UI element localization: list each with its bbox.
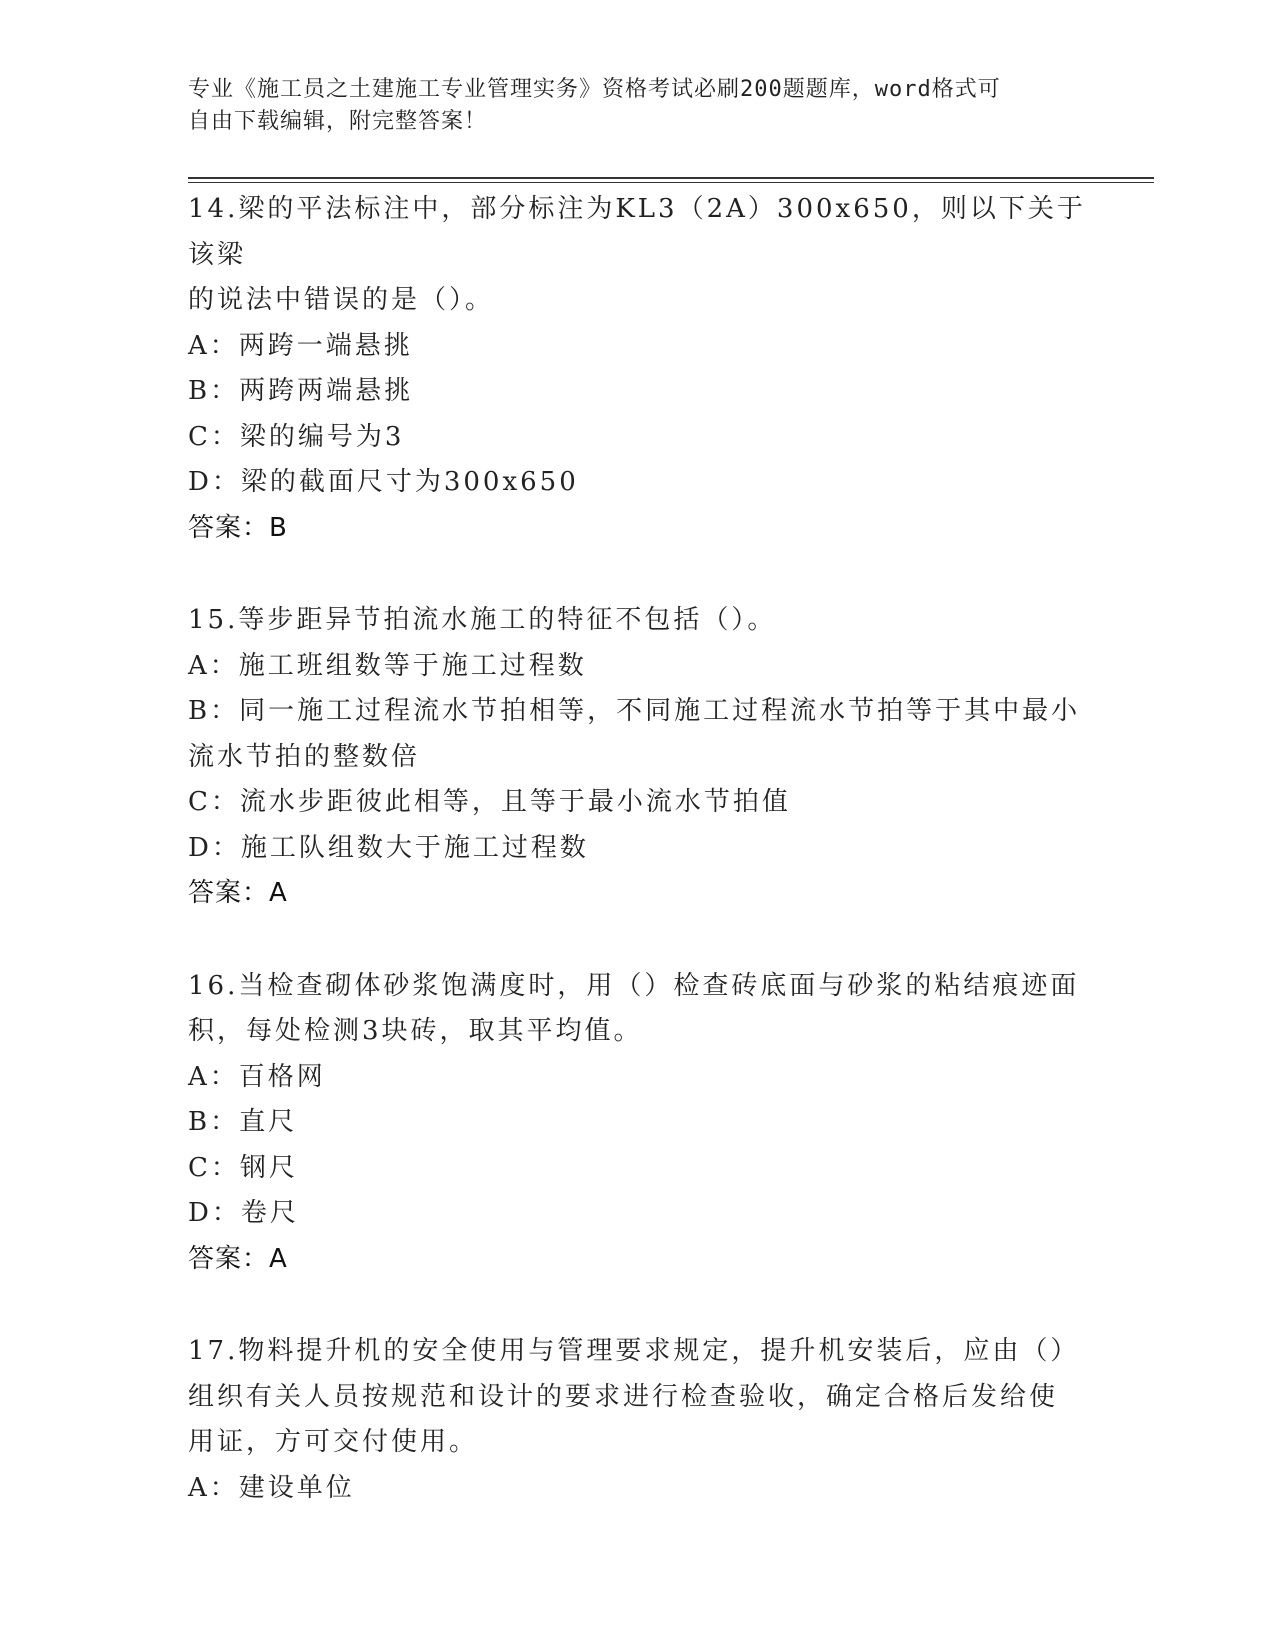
- option-a: A：百格网: [188, 1061, 326, 1092]
- option-b: B：两跨两端悬挑: [188, 376, 414, 406]
- option-d: D：施工队组数大于施工过程数: [188, 832, 589, 863]
- question-17: [188, 1329, 1088, 1511]
- question-list: [188, 187, 1088, 1558]
- question-stem-line: 17.物料提升机的安全使用与管理要求规定，提升机安装后，应由（）: [188, 1336, 1080, 1366]
- document-header: [188, 74, 1088, 138]
- option-b-continued: 流水节拍的整数倍: [188, 741, 421, 772]
- question-stem-line: 组织有关人员按规范和设计的要求进行检查验收，确定合格后发给使: [188, 1381, 1059, 1412]
- answer-label: 答案：A: [188, 878, 288, 908]
- question-stem-line: 16.当检查砌体砂浆饱满度时，用（）检查砖底面与砂浆的粘结痕迹面: [188, 970, 1080, 1001]
- answer-label: 答案：B: [188, 512, 288, 543]
- header-divider-thick: [188, 177, 1154, 179]
- option-b: B：同一施工过程流水节拍相等，不同施工过程流水节拍等于其中最小: [188, 696, 1081, 726]
- question-14: [188, 187, 1088, 551]
- option-c: C：钢尺: [188, 1152, 298, 1183]
- option-d: D：梁的截面尺寸为300x650: [188, 467, 579, 497]
- question-stem-line: 用证，方可交付使用。: [188, 1427, 479, 1457]
- header-line-1: 专业《施工员之土建施工专业管理实务》资格考试必刷200题题库，word格式可: [188, 77, 1001, 102]
- question-15: [188, 598, 1088, 917]
- option-c: C：梁的编号为3: [188, 421, 405, 452]
- header-line-2: 自由下载编辑，附完整答案！: [188, 109, 488, 134]
- option-a: A：两跨一端悬挑: [188, 330, 413, 361]
- question-stem-line: 15.等步距异节拍流水施工的特征不包括（）。: [188, 605, 777, 635]
- question-stem-line: 的说法中错误的是（）。: [188, 285, 495, 315]
- answer-label: 答案：A: [188, 1243, 288, 1274]
- option-a: A：施工班组数等于施工过程数: [188, 650, 587, 681]
- question-stem-line: 14.梁的平法标注中，部分标注为KL3（2A）300x650，则以下关于该梁: [188, 194, 1086, 270]
- option-b: B：直尺: [188, 1107, 298, 1137]
- option-a: A：建设单位: [188, 1472, 355, 1503]
- question-stem-line: 积，每处检测3块砖，取其平均值。: [188, 1016, 643, 1046]
- option-c: C：流水步距彼此相等，且等于最小流水节拍值: [188, 787, 791, 817]
- question-16: [188, 964, 1088, 1283]
- header-divider-thin: [188, 182, 1154, 183]
- option-d: D：卷尺: [188, 1198, 299, 1228]
